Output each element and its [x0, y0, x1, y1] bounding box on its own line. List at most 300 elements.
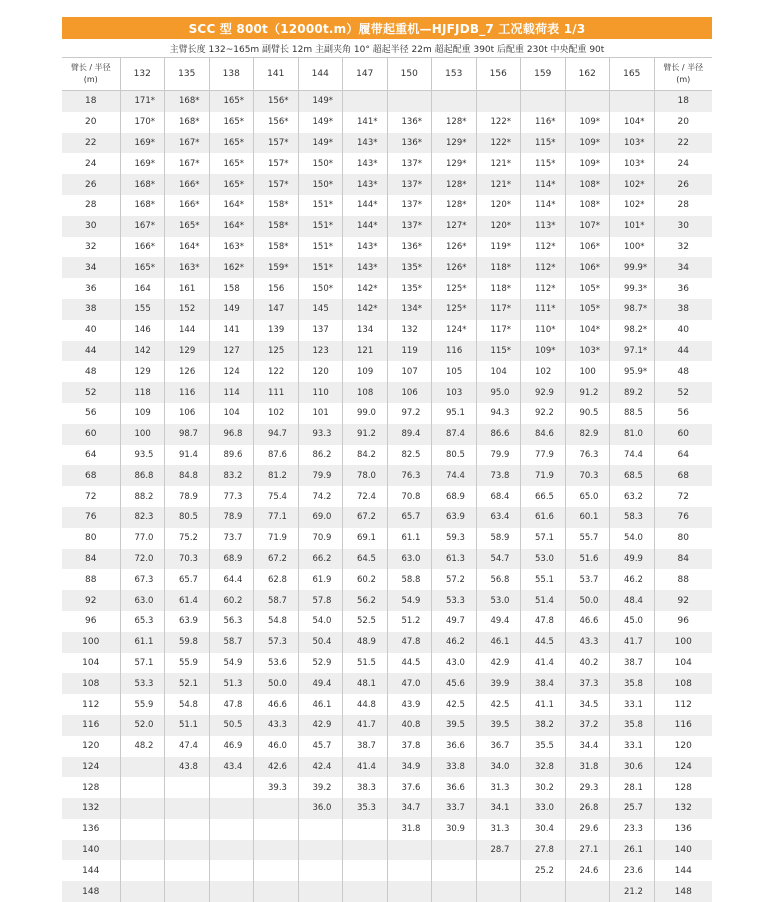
- load-value-cell: 50.0: [565, 590, 610, 611]
- load-value-cell: [209, 881, 254, 902]
- load-value-cell: 54.7: [476, 549, 521, 570]
- load-value-cell: [387, 860, 432, 881]
- load-value-cell: [432, 881, 477, 902]
- load-value-cell: 105*: [565, 278, 610, 299]
- load-value-cell: 35.5: [521, 736, 566, 757]
- load-value-cell: 46.6: [565, 611, 610, 632]
- load-value-cell: 55.1: [521, 569, 566, 590]
- radius-cell-right: 38: [654, 299, 712, 320]
- load-value-cell: [165, 777, 210, 798]
- load-value-cell: 48.9: [343, 632, 388, 653]
- load-value-cell: 56.3: [209, 611, 254, 632]
- load-value-cell: [521, 91, 566, 112]
- load-value-cell: 41.7: [343, 715, 388, 736]
- load-value-cell: [343, 840, 388, 861]
- load-value-cell: 29.3: [565, 777, 610, 798]
- load-value-cell: 51.3: [209, 673, 254, 694]
- load-value-cell: 168*: [165, 112, 210, 133]
- load-value-cell: 87.6: [254, 445, 299, 466]
- load-value-cell: 66.2: [298, 549, 343, 570]
- load-value-cell: [209, 860, 254, 881]
- radius-cell: 100: [62, 632, 120, 653]
- table-row: [62, 590, 712, 611]
- table-row: [62, 445, 712, 466]
- radius-cell: 80: [62, 528, 120, 549]
- load-value-cell: 57.1: [521, 528, 566, 549]
- load-value-cell: 68.9: [209, 549, 254, 570]
- load-value-cell: 39.5: [432, 715, 477, 736]
- load-value-cell: 106: [165, 403, 210, 424]
- radius-cell: 84: [62, 549, 120, 570]
- load-value-cell: 124: [209, 361, 254, 382]
- load-value-cell: 116: [165, 382, 210, 403]
- load-value-cell: 33.7: [432, 798, 477, 819]
- table-row: [62, 757, 712, 778]
- load-value-cell: 95.1: [432, 403, 477, 424]
- load-value-cell: 102*: [610, 195, 655, 216]
- radius-cell-right: 80: [654, 528, 712, 549]
- load-value-cell: 89.2: [610, 382, 655, 403]
- load-value-cell: 36.7: [476, 736, 521, 757]
- radius-cell-right: 88: [654, 569, 712, 590]
- radius-cell-right: 72: [654, 486, 712, 507]
- boom-length-header: 165: [610, 58, 655, 91]
- radius-cell: 104: [62, 653, 120, 674]
- load-value-cell: [254, 881, 299, 902]
- load-value-cell: 37.8: [387, 736, 432, 757]
- load-value-cell: 48.4: [610, 590, 655, 611]
- load-value-cell: 45.7: [298, 736, 343, 757]
- load-value-cell: 167*: [165, 133, 210, 154]
- load-value-cell: 87.4: [432, 424, 477, 445]
- load-value-cell: 65.7: [387, 507, 432, 528]
- load-value-cell: 59.3: [432, 528, 477, 549]
- boom-length-header: 156: [476, 58, 521, 91]
- load-value-cell: 58.9: [476, 528, 521, 549]
- load-value-cell: 110: [298, 382, 343, 403]
- boom-length-header: 159: [521, 58, 566, 91]
- load-value-cell: 52.9: [298, 653, 343, 674]
- load-value-cell: 53.0: [521, 549, 566, 570]
- load-value-cell: [120, 798, 165, 819]
- load-value-cell: 103*: [610, 153, 655, 174]
- table-row: [62, 569, 712, 590]
- load-value-cell: 21.2: [610, 881, 655, 902]
- load-value-cell: 61.3: [432, 549, 477, 570]
- radius-cell: 32: [62, 237, 120, 258]
- load-value-cell: 143*: [343, 257, 388, 278]
- load-value-cell: 79.9: [298, 465, 343, 486]
- load-value-cell: 115*: [521, 153, 566, 174]
- load-value-cell: 74.4: [610, 445, 655, 466]
- load-value-cell: 53.3: [432, 590, 477, 611]
- load-value-cell: 55.7: [565, 528, 610, 549]
- load-value-cell: 47.8: [209, 694, 254, 715]
- load-value-cell: 34.9: [387, 757, 432, 778]
- load-value-cell: [565, 91, 610, 112]
- load-value-cell: 164: [120, 278, 165, 299]
- load-value-cell: 126*: [432, 257, 477, 278]
- load-value-cell: 142: [120, 341, 165, 362]
- load-value-cell: 30.6: [610, 757, 655, 778]
- boom-length-header: 150: [387, 58, 432, 91]
- load-value-cell: 156: [254, 278, 299, 299]
- load-value-cell: 76.3: [565, 445, 610, 466]
- radius-cell: 108: [62, 673, 120, 694]
- radius-cell-right: 40: [654, 320, 712, 341]
- load-value-cell: 46.2: [432, 632, 477, 653]
- load-value-cell: 164*: [209, 195, 254, 216]
- table-row: [62, 860, 712, 881]
- load-value-cell: [476, 91, 521, 112]
- load-value-cell: 26.1: [610, 840, 655, 861]
- load-value-cell: 150*: [298, 174, 343, 195]
- load-value-cell: 91.2: [343, 424, 388, 445]
- boom-length-header: 141: [254, 58, 299, 91]
- load-value-cell: 71.9: [521, 465, 566, 486]
- load-value-cell: 67.2: [343, 507, 388, 528]
- load-value-cell: 33.0: [521, 798, 566, 819]
- radius-cell: 34: [62, 257, 120, 278]
- load-value-cell: 158*: [254, 216, 299, 237]
- load-value-cell: 89.4: [387, 424, 432, 445]
- load-value-cell: 51.6: [565, 549, 610, 570]
- table-row: [62, 549, 712, 570]
- load-value-cell: 43.9: [387, 694, 432, 715]
- load-value-cell: 80.5: [432, 445, 477, 466]
- load-value-cell: 27.1: [565, 840, 610, 861]
- radius-cell: 72: [62, 486, 120, 507]
- load-value-cell: 142*: [343, 278, 388, 299]
- load-value-cell: 162*: [209, 257, 254, 278]
- table-row: [62, 341, 712, 362]
- radius-cell-right: 128: [654, 777, 712, 798]
- load-value-cell: 31.8: [387, 819, 432, 840]
- load-value-cell: 25.2: [521, 860, 566, 881]
- radius-cell: 64: [62, 445, 120, 466]
- load-value-cell: 100: [565, 361, 610, 382]
- load-value-cell: 31.3: [476, 819, 521, 840]
- load-value-cell: 157*: [254, 153, 299, 174]
- load-value-cell: 35.3: [343, 798, 388, 819]
- load-value-cell: 53.3: [120, 673, 165, 694]
- radius-cell: 136: [62, 819, 120, 840]
- table-row: [62, 632, 712, 653]
- load-table: [62, 57, 712, 902]
- load-value-cell: 41.1: [521, 694, 566, 715]
- radius-cell: 48: [62, 361, 120, 382]
- load-value-cell: 63.9: [165, 611, 210, 632]
- load-value-cell: 34.1: [476, 798, 521, 819]
- load-value-cell: 163*: [165, 257, 210, 278]
- load-value-cell: 60.1: [565, 507, 610, 528]
- table-row: [62, 91, 712, 112]
- load-value-cell: 114: [209, 382, 254, 403]
- load-value-cell: 147: [254, 299, 299, 320]
- load-value-cell: 116: [432, 341, 477, 362]
- radius-cell-right: 120: [654, 736, 712, 757]
- load-value-cell: 34.5: [565, 694, 610, 715]
- load-value-cell: 77.0: [120, 528, 165, 549]
- load-value-cell: 151*: [298, 257, 343, 278]
- load-value-cell: 53.7: [565, 569, 610, 590]
- load-value-cell: 149: [209, 299, 254, 320]
- load-value-cell: 53.6: [254, 653, 299, 674]
- radius-cell: 22: [62, 133, 120, 154]
- load-value-cell: 95.9*: [610, 361, 655, 382]
- load-value-cell: 92.9: [521, 382, 566, 403]
- table-row: [62, 299, 712, 320]
- load-value-cell: 98.2*: [610, 320, 655, 341]
- load-value-cell: [254, 798, 299, 819]
- load-value-cell: 23.6: [610, 860, 655, 881]
- load-value-cell: 135*: [387, 278, 432, 299]
- table-row: [62, 611, 712, 632]
- load-value-cell: 125*: [432, 278, 477, 299]
- load-value-cell: 54.0: [298, 611, 343, 632]
- load-value-cell: 169*: [120, 133, 165, 154]
- load-value-cell: 109*: [565, 153, 610, 174]
- load-value-cell: 159*: [254, 257, 299, 278]
- load-value-cell: 122: [254, 361, 299, 382]
- load-value-cell: 38.2: [521, 715, 566, 736]
- load-value-cell: 43.3: [565, 632, 610, 653]
- radius-cell-right: 112: [654, 694, 712, 715]
- load-value-cell: 59.8: [165, 632, 210, 653]
- load-value-cell: 129*: [432, 133, 477, 154]
- load-value-cell: 93.5: [120, 445, 165, 466]
- load-value-cell: 157*: [254, 174, 299, 195]
- load-value-cell: 80.5: [165, 507, 210, 528]
- load-value-cell: 32.8: [521, 757, 566, 778]
- load-value-cell: 120: [298, 361, 343, 382]
- load-value-cell: 95.0: [476, 382, 521, 403]
- load-value-cell: 58.8: [387, 569, 432, 590]
- load-value-cell: 83.2: [209, 465, 254, 486]
- load-value-cell: 46.9: [209, 736, 254, 757]
- load-value-cell: 165*: [209, 91, 254, 112]
- load-value-cell: 38.4: [521, 673, 566, 694]
- load-value-cell: 126*: [432, 237, 477, 258]
- radius-cell: 96: [62, 611, 120, 632]
- load-value-cell: [120, 819, 165, 840]
- load-value-cell: 56.2: [343, 590, 388, 611]
- radius-cell-right: 18: [654, 91, 712, 112]
- load-value-cell: 141*: [343, 112, 388, 133]
- load-value-cell: 61.1: [120, 632, 165, 653]
- load-value-cell: 165*: [209, 153, 254, 174]
- radius-cell-right: 116: [654, 715, 712, 736]
- table-row: [62, 174, 712, 195]
- load-value-cell: 156*: [254, 91, 299, 112]
- load-value-cell: 103: [432, 382, 477, 403]
- load-value-cell: 25.7: [610, 798, 655, 819]
- load-value-cell: 93.3: [298, 424, 343, 445]
- table-row: [62, 673, 712, 694]
- load-value-cell: 23.3: [610, 819, 655, 840]
- boom-length-header: 144: [298, 58, 343, 91]
- load-value-cell: 48.1: [343, 673, 388, 694]
- radius-cell-right: 36: [654, 278, 712, 299]
- load-value-cell: 63.2: [610, 486, 655, 507]
- load-value-cell: 35.8: [610, 715, 655, 736]
- load-value-cell: 50.5: [209, 715, 254, 736]
- table-row: [62, 257, 712, 278]
- load-value-cell: 46.2: [610, 569, 655, 590]
- load-value-cell: 143*: [343, 153, 388, 174]
- load-value-cell: 42.5: [476, 694, 521, 715]
- radius-cell: 28: [62, 195, 120, 216]
- radius-cell: 26: [62, 174, 120, 195]
- load-value-cell: 149*: [298, 133, 343, 154]
- load-value-cell: 67.3: [120, 569, 165, 590]
- load-value-cell: 137: [298, 320, 343, 341]
- load-value-cell: 46.1: [298, 694, 343, 715]
- load-value-cell: 163*: [209, 237, 254, 258]
- load-value-cell: 169*: [120, 153, 165, 174]
- load-value-cell: 111*: [521, 299, 566, 320]
- load-value-cell: 171*: [120, 91, 165, 112]
- table-row: [62, 736, 712, 757]
- load-value-cell: 53.0: [476, 590, 521, 611]
- load-value-cell: 136*: [387, 133, 432, 154]
- radius-cell-right: 22: [654, 133, 712, 154]
- load-value-cell: 36.0: [298, 798, 343, 819]
- load-value-cell: 139: [254, 320, 299, 341]
- load-value-cell: [432, 91, 477, 112]
- load-value-cell: 145: [298, 299, 343, 320]
- load-value-cell: 45.0: [610, 611, 655, 632]
- load-value-cell: 142*: [343, 299, 388, 320]
- load-value-cell: 41.4: [343, 757, 388, 778]
- load-value-cell: 77.1: [254, 507, 299, 528]
- load-value-cell: 137*: [387, 153, 432, 174]
- load-value-cell: 51.4: [521, 590, 566, 611]
- load-value-cell: 38.3: [343, 777, 388, 798]
- load-value-cell: 57.8: [298, 590, 343, 611]
- load-value-cell: 76.3: [387, 465, 432, 486]
- load-value-cell: 104: [209, 403, 254, 424]
- load-value-cell: [343, 881, 388, 902]
- load-value-cell: 51.1: [165, 715, 210, 736]
- load-value-cell: 149*: [298, 112, 343, 133]
- load-value-cell: [476, 881, 521, 902]
- load-value-cell: 97.1*: [610, 341, 655, 362]
- radius-cell: 20: [62, 112, 120, 133]
- header-right-line2: (m): [676, 75, 690, 84]
- load-value-cell: 144*: [343, 216, 388, 237]
- load-value-cell: 151*: [298, 195, 343, 216]
- load-value-cell: 81.0: [610, 424, 655, 445]
- load-value-cell: 72.0: [120, 549, 165, 570]
- load-value-cell: 96.8: [209, 424, 254, 445]
- radius-cell-right: 132: [654, 798, 712, 819]
- radius-cell: 124: [62, 757, 120, 778]
- load-value-cell: 57.2: [432, 569, 477, 590]
- load-value-cell: 33.1: [610, 736, 655, 757]
- load-value-cell: 168*: [120, 195, 165, 216]
- boom-length-header: 138: [209, 58, 254, 91]
- load-value-cell: 121: [343, 341, 388, 362]
- load-value-cell: 74.2: [298, 486, 343, 507]
- load-value-cell: 50.0: [254, 673, 299, 694]
- radius-cell-right: 108: [654, 673, 712, 694]
- load-value-cell: 137*: [387, 216, 432, 237]
- table-row: [62, 112, 712, 133]
- table-row: [62, 320, 712, 341]
- load-value-cell: 64.4: [209, 569, 254, 590]
- radius-cell: 88: [62, 569, 120, 590]
- load-value-cell: 30.2: [521, 777, 566, 798]
- load-value-cell: 141: [209, 320, 254, 341]
- radius-cell: 116: [62, 715, 120, 736]
- load-value-cell: 134: [343, 320, 388, 341]
- radius-cell-right: 100: [654, 632, 712, 653]
- load-value-cell: 34.7: [387, 798, 432, 819]
- load-value-cell: 118*: [476, 257, 521, 278]
- load-value-cell: 104*: [610, 112, 655, 133]
- load-value-cell: 55.9: [165, 653, 210, 674]
- load-value-cell: 75.4: [254, 486, 299, 507]
- load-value-cell: 119*: [476, 237, 521, 258]
- table-row: [62, 881, 712, 902]
- load-value-cell: 45.6: [432, 673, 477, 694]
- load-value-cell: 63.0: [120, 590, 165, 611]
- radius-cell: 68: [62, 465, 120, 486]
- boom-length-header: 132: [120, 58, 165, 91]
- radius-cell-right: 124: [654, 757, 712, 778]
- load-value-cell: 38.7: [343, 736, 388, 757]
- load-value-cell: 168*: [120, 174, 165, 195]
- radius-cell-right: 136: [654, 819, 712, 840]
- load-value-cell: 86.8: [120, 465, 165, 486]
- load-value-cell: [298, 881, 343, 902]
- table-row: [62, 424, 712, 445]
- load-value-cell: 49.4: [476, 611, 521, 632]
- load-value-cell: 125*: [432, 299, 477, 320]
- boom-length-header: 147: [343, 58, 388, 91]
- load-value-cell: [476, 860, 521, 881]
- radius-cell-right: 48: [654, 361, 712, 382]
- load-value-cell: 107*: [565, 216, 610, 237]
- load-value-cell: 70.3: [565, 465, 610, 486]
- load-value-cell: 127: [209, 341, 254, 362]
- load-value-cell: [209, 798, 254, 819]
- load-value-cell: 99.3*: [610, 278, 655, 299]
- load-value-cell: 129*: [432, 153, 477, 174]
- load-value-cell: 44.8: [343, 694, 388, 715]
- load-value-cell: [165, 819, 210, 840]
- load-value-cell: 119: [387, 341, 432, 362]
- load-value-cell: 51.5: [343, 653, 388, 674]
- load-value-cell: 60.2: [209, 590, 254, 611]
- load-value-cell: 144: [165, 320, 210, 341]
- load-value-cell: 100*: [610, 237, 655, 258]
- load-value-cell: 47.0: [387, 673, 432, 694]
- load-value-cell: 89.6: [209, 445, 254, 466]
- load-value-cell: 121*: [476, 174, 521, 195]
- load-value-cell: 39.9: [476, 673, 521, 694]
- load-value-cell: 78.9: [165, 486, 210, 507]
- load-value-cell: [432, 840, 477, 861]
- load-value-cell: 122*: [476, 133, 521, 154]
- radius-cell: 24: [62, 153, 120, 174]
- load-value-cell: [298, 819, 343, 840]
- load-value-cell: 51.2: [387, 611, 432, 632]
- radius-cell-right: 96: [654, 611, 712, 632]
- load-value-cell: 115*: [476, 341, 521, 362]
- load-value-cell: 106*: [565, 237, 610, 258]
